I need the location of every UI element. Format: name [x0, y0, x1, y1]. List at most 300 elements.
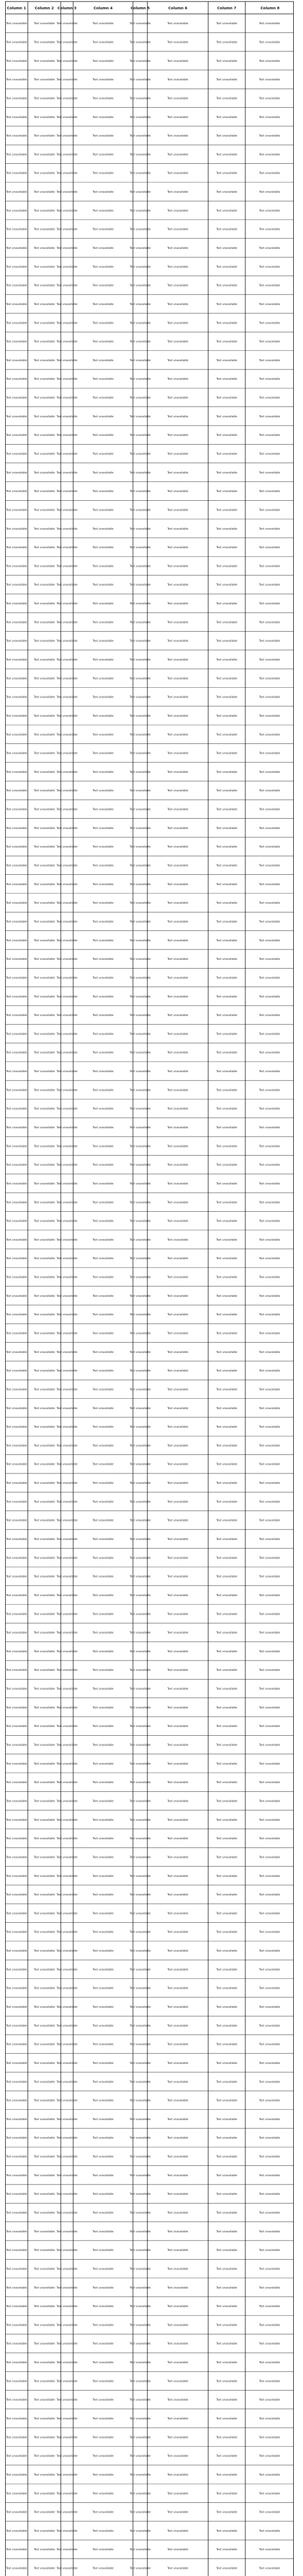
table-row	[6, 2099, 280, 2103]
table-cell: Text unavailable	[167, 2061, 189, 2065]
table-cell: Text unavailable	[259, 1032, 280, 1036]
table-cell: Text unavailable	[167, 191, 189, 194]
table-cell: Text unavailable	[33, 2155, 55, 2159]
table-cell: Text unavailable	[33, 602, 55, 606]
table-row	[6, 2473, 280, 2477]
table-cell: Text unavailable	[129, 340, 151, 344]
table-cell: Text unavailable	[92, 658, 114, 662]
table-cell: Text unavailable	[92, 1781, 114, 1785]
table-cell: Text unavailable	[92, 1051, 114, 1055]
table-cell: Text unavailable	[259, 920, 280, 924]
table-cell: Text unavailable	[33, 808, 55, 811]
table-cell: Text unavailable	[92, 452, 114, 456]
table-cell: Text unavailable	[92, 1837, 114, 1841]
table-row	[6, 621, 280, 624]
table-cell: Text unavailable	[33, 2567, 55, 2570]
table-cell: Text unavailable	[33, 1089, 55, 1092]
table-row	[6, 865, 280, 868]
table-cell: Text unavailable	[6, 2417, 27, 2421]
table-cell: Text unavailable	[92, 172, 114, 175]
table-cell: Text unavailable	[259, 1145, 280, 1148]
table-cell: Text unavailable	[216, 1930, 238, 1934]
table-cell: Text unavailable	[33, 1575, 55, 1579]
table-cell: Text unavailable	[167, 2249, 189, 2252]
table-cell: Text unavailable	[167, 415, 189, 418]
table-cell: Text unavailable	[56, 471, 78, 474]
table-cell: Text unavailable	[167, 602, 189, 606]
table-cell: Text unavailable	[129, 1051, 151, 1055]
table-cell: Text unavailable	[259, 1238, 280, 1242]
table-row	[6, 1332, 280, 1335]
table-row	[6, 2212, 280, 2215]
table-cell: Text unavailable	[167, 1032, 189, 1036]
table-cell: Text unavailable	[6, 434, 27, 437]
table-cell: Text unavailable	[129, 1201, 151, 1205]
table-cell: Text unavailable	[56, 2267, 78, 2271]
table-cell: Text unavailable	[33, 1893, 55, 1897]
table-row	[6, 2380, 280, 2383]
table-cell: Text unavailable	[33, 2511, 55, 2514]
table-cell: Text unavailable	[216, 1332, 238, 1335]
table-cell: Text unavailable	[33, 1706, 55, 1709]
table-cell: Text unavailable	[129, 1182, 151, 1185]
table-cell: Text unavailable	[216, 1856, 238, 1859]
table-cell: Text unavailable	[259, 246, 280, 250]
table-cell: Text unavailable	[33, 939, 55, 942]
table-cell: Text unavailable	[216, 302, 238, 306]
table-cell: Text unavailable	[216, 97, 238, 100]
table-cell: Text unavailable	[167, 134, 189, 138]
table-row	[6, 2006, 280, 2009]
table-cell: Text unavailable	[92, 2230, 114, 2233]
table-row	[6, 2399, 280, 2402]
table-cell: Text unavailable	[56, 340, 78, 344]
table-cell: Text unavailable	[259, 1089, 280, 1092]
table-cell: Text unavailable	[6, 1313, 27, 1317]
table-cell: Text unavailable	[92, 22, 114, 26]
table-row	[6, 1313, 280, 1316]
table-cell: Text unavailable	[6, 920, 27, 924]
table-cell: Text unavailable	[129, 920, 151, 924]
table-cell: Text unavailable	[56, 1219, 78, 1223]
table-cell: Text unavailable	[259, 2099, 280, 2103]
table-row	[6, 1463, 280, 1466]
table-cell: Text unavailable	[129, 696, 151, 699]
table-cell: Text unavailable	[92, 2024, 114, 2028]
table-cell: Text unavailable	[129, 1650, 151, 1653]
table-cell: Text unavailable	[167, 1332, 189, 1335]
table-cell: Text unavailable	[216, 902, 238, 905]
table-cell: Text unavailable	[259, 1332, 280, 1335]
table-cell: Text unavailable	[92, 1014, 114, 1018]
table-cell: Text unavailable	[6, 2324, 27, 2327]
table-cell: Text unavailable	[259, 2454, 280, 2458]
table-row	[6, 134, 280, 138]
table-cell: Text unavailable	[259, 2398, 280, 2402]
table-cell: Text unavailable	[92, 1294, 114, 1298]
table-cell: Text unavailable	[92, 321, 114, 325]
table-cell: Text unavailable	[216, 1163, 238, 1167]
table-row	[6, 453, 280, 456]
table-cell: Text unavailable	[259, 302, 280, 306]
table-cell: Text unavailable	[259, 1294, 280, 1298]
table-cell: Text unavailable	[33, 2417, 55, 2421]
table-cell: Text unavailable	[129, 2080, 151, 2084]
table-cell: Text unavailable	[6, 2061, 27, 2065]
table-cell: Text unavailable	[56, 2043, 78, 2046]
table-cell: Text unavailable	[167, 1070, 189, 1074]
table-row	[6, 976, 280, 979]
table-cell: Text unavailable	[92, 1238, 114, 1242]
table-cell: Text unavailable	[56, 1893, 78, 1897]
table-cell: Text unavailable	[6, 490, 27, 494]
table-cell: Text unavailable	[6, 1650, 27, 1653]
table-cell: Text unavailable	[259, 1669, 280, 1672]
table-cell: Text unavailable	[259, 2380, 280, 2383]
table-row	[6, 284, 280, 287]
table-cell: Text unavailable	[92, 583, 114, 587]
table-cell: Text unavailable	[167, 284, 189, 287]
table-cell: Text unavailable	[167, 1444, 189, 1448]
table-cell: Text unavailable	[129, 2454, 151, 2458]
table-cell: Text unavailable	[6, 1575, 27, 1579]
table-cell: Text unavailable	[6, 583, 27, 587]
table-cell: Text unavailable	[56, 696, 78, 699]
table-cell: Text unavailable	[92, 246, 114, 250]
table-cell: Text unavailable	[259, 1388, 280, 1392]
table-cell: Text unavailable	[216, 2211, 238, 2215]
table-cell: Text unavailable	[259, 1426, 280, 1429]
column-header-6: Column 6	[168, 6, 188, 10]
table-row	[6, 1426, 280, 1429]
table-cell: Text unavailable	[33, 527, 55, 531]
table-row	[6, 2286, 280, 2290]
table-cell: Text unavailable	[167, 2417, 189, 2421]
table-cell: Text unavailable	[6, 321, 27, 325]
table-cell: Text unavailable	[167, 1201, 189, 1205]
table-cell: Text unavailable	[92, 1388, 114, 1392]
table-cell: Text unavailable	[92, 434, 114, 437]
table-cell: Text unavailable	[92, 41, 114, 44]
table-cell: Text unavailable	[129, 2380, 151, 2383]
table-cell: Text unavailable	[259, 808, 280, 811]
table-cell: Text unavailable	[92, 1594, 114, 1597]
table-cell: Text unavailable	[6, 2454, 27, 2458]
table-cell: Text unavailable	[33, 59, 55, 63]
table-cell: Text unavailable	[92, 2193, 114, 2196]
table-cell: Text unavailable	[167, 1350, 189, 1354]
table-cell: Text unavailable	[56, 2061, 78, 2065]
table-cell: Text unavailable	[6, 1912, 27, 1916]
table-cell: Text unavailable	[259, 2117, 280, 2121]
table-cell: Text unavailable	[216, 1276, 238, 1279]
table-cell: Text unavailable	[92, 1313, 114, 1317]
table-cell: Text unavailable	[129, 2417, 151, 2421]
table-cell: Text unavailable	[129, 1556, 151, 1560]
table-cell: Text unavailable	[216, 1837, 238, 1841]
table-cell: Text unavailable	[129, 1238, 151, 1242]
table-cell: Text unavailable	[92, 1613, 114, 1616]
table-cell: Text unavailable	[6, 639, 27, 643]
table-cell: Text unavailable	[167, 2361, 189, 2365]
table-cell: Text unavailable	[259, 1219, 280, 1223]
table-cell: Text unavailable	[259, 434, 280, 437]
table-cell: Text unavailable	[92, 1182, 114, 1185]
table-cell: Text unavailable	[167, 246, 189, 250]
table-cell: Text unavailable	[129, 228, 151, 231]
table-cell: Text unavailable	[56, 1444, 78, 1448]
table-cell: Text unavailable	[6, 2005, 27, 2009]
table-cell: Text unavailable	[33, 2380, 55, 2383]
table-cell: Text unavailable	[33, 1350, 55, 1354]
table-cell: Text unavailable	[129, 639, 151, 643]
table-cell: Text unavailable	[129, 78, 151, 82]
table-cell: Text unavailable	[56, 1519, 78, 1522]
table-cell: Text unavailable	[129, 1631, 151, 1635]
table-cell: Text unavailable	[167, 1538, 189, 1541]
table-cell: Text unavailable	[6, 1743, 27, 1747]
table-cell: Text unavailable	[216, 2005, 238, 2009]
table-row	[6, 827, 280, 830]
table-cell: Text unavailable	[6, 2436, 27, 2439]
table-cell: Text unavailable	[33, 2005, 55, 2009]
table-cell: Text unavailable	[216, 2043, 238, 2046]
table-cell: Text unavailable	[216, 2024, 238, 2028]
table-row	[6, 60, 280, 63]
table-cell: Text unavailable	[6, 59, 27, 63]
table-cell: Text unavailable	[129, 2155, 151, 2159]
table-cell: Text unavailable	[6, 2567, 27, 2570]
table-cell: Text unavailable	[92, 1818, 114, 1822]
table-cell: Text unavailable	[129, 2117, 151, 2121]
table-cell: Text unavailable	[92, 1369, 114, 1373]
table-cell: Text unavailable	[167, 1406, 189, 1410]
table-cell: Text unavailable	[56, 733, 78, 737]
table-cell: Text unavailable	[56, 527, 78, 531]
column-header-4: Column 4	[93, 6, 113, 10]
table-cell: Text unavailable	[129, 1350, 151, 1354]
table-cell: Text unavailable	[259, 1070, 280, 1074]
table-cell: Text unavailable	[92, 527, 114, 531]
table-cell: Text unavailable	[92, 1725, 114, 1728]
table-cell: Text unavailable	[259, 359, 280, 362]
table-cell: Text unavailable	[33, 1781, 55, 1785]
table-cell: Text unavailable	[259, 509, 280, 512]
table-cell: Text unavailable	[167, 1219, 189, 1223]
table-cell: Text unavailable	[33, 2454, 55, 2458]
table-cell: Text unavailable	[259, 789, 280, 793]
table-cell: Text unavailable	[6, 565, 27, 568]
table-cell: Text unavailable	[56, 1051, 78, 1055]
table-cell: Text unavailable	[56, 1762, 78, 1766]
table-cell: Text unavailable	[167, 902, 189, 905]
table-cell: Text unavailable	[33, 2024, 55, 2028]
table-cell: Text unavailable	[216, 939, 238, 942]
table-cell: Text unavailable	[259, 1369, 280, 1373]
table-cell: Text unavailable	[216, 172, 238, 175]
table-cell: Text unavailable	[33, 1369, 55, 1373]
table-cell: Text unavailable	[259, 1687, 280, 1691]
table-cell: Text unavailable	[216, 1950, 238, 1953]
table-cell: Text unavailable	[167, 490, 189, 494]
table-cell: Text unavailable	[167, 2305, 189, 2309]
table-cell: Text unavailable	[56, 1014, 78, 1018]
table-cell: Text unavailable	[216, 490, 238, 494]
table-cell: Text unavailable	[33, 209, 55, 213]
table-cell: Text unavailable	[259, 1950, 280, 1953]
table-cell: Text unavailable	[167, 22, 189, 26]
table-cell: Text unavailable	[92, 1669, 114, 1672]
table-cell: Text unavailable	[216, 1762, 238, 1766]
table-cell: Text unavailable	[56, 546, 78, 550]
table-cell: Text unavailable	[6, 1631, 27, 1635]
table-row	[6, 1893, 280, 1896]
table-cell: Text unavailable	[129, 490, 151, 494]
table-cell: Text unavailable	[259, 2005, 280, 2009]
table-row	[6, 1650, 280, 1653]
table-cell: Text unavailable	[259, 1856, 280, 1859]
table-cell: Text unavailable	[129, 22, 151, 26]
table-cell: Text unavailable	[216, 2380, 238, 2383]
table-cell: Text unavailable	[6, 2361, 27, 2365]
table-cell: Text unavailable	[167, 583, 189, 587]
table-cell: Text unavailable	[216, 1463, 238, 1466]
table-cell: Text unavailable	[259, 976, 280, 980]
table-cell: Text unavailable	[33, 97, 55, 100]
table-cell: Text unavailable	[6, 546, 27, 550]
table-cell: Text unavailable	[259, 191, 280, 194]
table-cell: Text unavailable	[56, 1145, 78, 1148]
table-cell: Text unavailable	[92, 902, 114, 905]
table-cell: Text unavailable	[129, 602, 151, 606]
table-row	[6, 1052, 280, 1055]
table-cell: Text unavailable	[129, 434, 151, 437]
table-cell: Text unavailable	[167, 1519, 189, 1522]
table-cell: Text unavailable	[167, 1294, 189, 1298]
table-cell: Text unavailable	[56, 1426, 78, 1429]
table-cell: Text unavailable	[56, 1650, 78, 1653]
table-cell: Text unavailable	[216, 246, 238, 250]
table-row	[6, 528, 280, 531]
table-cell: Text unavailable	[6, 1968, 27, 1972]
table-cell: Text unavailable	[33, 1388, 55, 1392]
table-cell: Text unavailable	[56, 2286, 78, 2290]
table-cell: Text unavailable	[167, 1762, 189, 1766]
table-cell: Text unavailable	[92, 2473, 114, 2477]
table-cell: Text unavailable	[33, 2286, 55, 2290]
table-cell: Text unavailable	[167, 2380, 189, 2383]
table-cell: Text unavailable	[92, 1874, 114, 1878]
table-cell: Text unavailable	[6, 1145, 27, 1148]
table-cell: Text unavailable	[33, 302, 55, 306]
table-cell: Text unavailable	[92, 808, 114, 811]
table-cell: Text unavailable	[92, 2267, 114, 2271]
table-cell: Text unavailable	[6, 1687, 27, 1691]
table-cell: Text unavailable	[33, 565, 55, 568]
table-cell: Text unavailable	[259, 2267, 280, 2271]
table-cell: Text unavailable	[56, 1238, 78, 1242]
table-row	[6, 2024, 280, 2027]
table-cell: Text unavailable	[167, 1800, 189, 1803]
table-cell: Text unavailable	[56, 752, 78, 755]
table-row	[6, 1220, 280, 1223]
table-cell: Text unavailable	[33, 1444, 55, 1448]
table-cell: Text unavailable	[56, 2492, 78, 2496]
table-cell: Text unavailable	[6, 1089, 27, 1092]
table-cell: Text unavailable	[56, 1126, 78, 1129]
table-cell: Text unavailable	[6, 1444, 27, 1448]
table-cell: Text unavailable	[33, 864, 55, 868]
table-cell: Text unavailable	[33, 246, 55, 250]
table-cell: Text unavailable	[216, 2529, 238, 2533]
table-cell: Text unavailable	[129, 864, 151, 868]
table-cell: Text unavailable	[6, 2492, 27, 2496]
table-cell: Text unavailable	[216, 2473, 238, 2477]
table-cell: Text unavailable	[6, 1594, 27, 1597]
table-cell: Text unavailable	[33, 1463, 55, 1466]
table-cell: Text unavailable	[216, 770, 238, 774]
table-row	[6, 1725, 280, 1728]
table-cell: Text unavailable	[92, 1968, 114, 1972]
table-cell: Text unavailable	[33, 696, 55, 699]
table-cell: Text unavailable	[129, 939, 151, 942]
table-cell: Text unavailable	[167, 1482, 189, 1485]
table-cell: Text unavailable	[167, 2099, 189, 2103]
table-cell: Text unavailable	[33, 1912, 55, 1916]
table-cell: Text unavailable	[259, 2286, 280, 2290]
table-cell: Text unavailable	[92, 1856, 114, 1859]
table-cell: Text unavailable	[33, 2529, 55, 2533]
table-row	[6, 1931, 280, 1934]
table-cell: Text unavailable	[259, 546, 280, 550]
table-cell: Text unavailable	[216, 2061, 238, 2065]
table-cell: Text unavailable	[33, 733, 55, 737]
table-cell: Text unavailable	[129, 1369, 151, 1373]
table-row	[6, 41, 280, 44]
table-cell: Text unavailable	[259, 733, 280, 737]
table-cell: Text unavailable	[129, 1874, 151, 1878]
table-cell: Text unavailable	[216, 546, 238, 550]
table-cell: Text unavailable	[6, 1818, 27, 1822]
table-cell: Text unavailable	[259, 1014, 280, 1018]
column-header-1: Column 1	[7, 6, 26, 10]
table-cell: Text unavailable	[92, 770, 114, 774]
table-cell: Text unavailable	[129, 359, 151, 362]
table-cell: Text unavailable	[129, 2324, 151, 2327]
table-cell: Text unavailable	[259, 2080, 280, 2084]
table-cell: Text unavailable	[6, 2174, 27, 2177]
table-cell: Text unavailable	[56, 826, 78, 830]
table-cell: Text unavailable	[6, 78, 27, 82]
table-row	[6, 939, 280, 942]
table-cell: Text unavailable	[92, 115, 114, 119]
table-cell: Text unavailable	[6, 1893, 27, 1897]
table-row	[6, 378, 280, 381]
table-cell: Text unavailable	[129, 2211, 151, 2215]
table-row	[6, 1201, 280, 1204]
table-cell: Text unavailable	[216, 714, 238, 718]
table-cell: Text unavailable	[259, 1837, 280, 1841]
table-cell: Text unavailable	[129, 1276, 151, 1279]
table-cell: Text unavailable	[92, 1743, 114, 1747]
table-cell: Text unavailable	[259, 134, 280, 138]
table-cell: Text unavailable	[216, 359, 238, 362]
table-cell: Text unavailable	[56, 321, 78, 325]
table-cell: Text unavailable	[6, 1126, 27, 1129]
table-cell: Text unavailable	[56, 153, 78, 157]
table-cell: Text unavailable	[259, 2548, 280, 2552]
table-cell: Text unavailable	[167, 1725, 189, 1728]
